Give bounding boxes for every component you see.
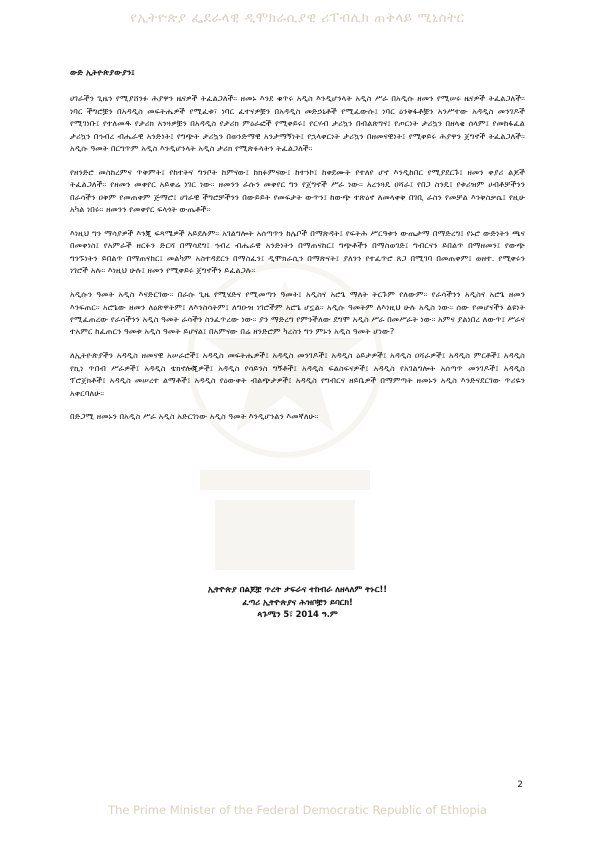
footer-text: The Prime Minister of the Federal Democratic Republic of Ethiopia (108, 803, 487, 817)
paragraph-6: በድጋሚ ዘመኑን በአዲስ ሥራ አዲስ አድርገነው አዲስ ዓመት እንዲሆንልን እመኛለሁ። (70, 411, 319, 422)
paragraph-1: ሀገራችን ጊዜን የሚያሸንፉ ሕያዋን ዜናዎች ትፈልጋለች። ዘመኑ እንደ ቁጥሩ አዲስ እንዲሆንላት አዲስ ሥራ በአዲሱ ዘመን የሚሠሩ ዜናዎች ትፈልጋለች፡፡ ነባር ችግሮቿን በአዳዲስ መፍትሔዎች የሚፈቱ፣ ነባር ፈተናዎቿን በአዳዲስ መድኃኒቶች የሚፈውሱ፤ ነባር ዕንቅፋቶቿን አንሥተው አዳዲስ መንገዶች የሚገነቡ፤ የተለመዱ የታሪክ አንጓዎቿን በአዳዲስ የታሪክ ምዕራፎች የሚቀይሩ፤ የርሃብ ታሪኳን በብልጽግና፤ የጦርነት ታሪኳን በዘላቂ ሰላም፤ የመከፋፈል ታሪኳን በኅብረ ብሔራዊ አንድነት፤ የግጭት ታሪኳን በወንድማዊ አንታማኝነት፤ የኋላቀርነት ታሪኳን በዘመናዊነት፤ የሚቀይሩ ሕያዋን ጀግኖች ትፈልጋለች። አዲሱ ዓመት በርግጥም አዲስ እንዲሆንላት አዲስ ታሪክ የሚጽፉላትን ትፈልጋለች። (70, 93, 525, 154)
page-number: 2 (517, 780, 523, 790)
closing-line-1: ኢትዮጵያ በልጆቿ ጥረት ታፍራና ተከብራ ለዘላለም ትኑር!! (207, 584, 388, 594)
paragraph-5: ለኢትዮጵያችን አዳዲስ ዘመናዊ አሠራሮች፤ አዳዲስ መፍትሔዎች፤ አዳዲስ መንገዶች፤ አዳዲስ ዕይታዎች፤ አዳዲስ ዐሻራዎች፤ አዳዲስ ምርቶች፤ አዳዲስ የኪነ ጥበብ ሥራዎች፤ አዳዲስ ቴክኖሎጂዎች፤ አዳዲስ የሳይንስ ግኝቶች፤ አዳዲስ ፍልስፍናዎች፤ አዳዲስ የአገልግሎት አሰጣጥ መንገዶች፤ አዳዲስ ፕሮጀክቶች፤ አዳዲስ መሠረተ ልማቶች፤ አዳዲስ የዕውቀት ብልጭታዎች፤ አዳዲስ የግብርና ዘይቤዎች በማምጣት ዘመኑን አዲስ እንድናደርገው ጥሪዬን አቀርባለሁ። (70, 350, 525, 398)
salutation: ውድ ኢትዮጵያውያን፤ (70, 67, 135, 77)
letter-date: ጳጉሜን 5፣ 2014 ዓ.ም (257, 609, 338, 619)
letterhead-title: የኢትዮጵያ ፌደራላዊ ዲሞክራሲያዊ ሪፐብሊክ ጠቅላይ ሚኒስትር (130, 10, 465, 26)
closing-line-2: ፈጣሪ ኢትዮጵያና ሕዝቦቿን ይባርክ! (242, 596, 353, 607)
closing-block (0, 583, 595, 621)
paragraph-3: እነዚህ ግን ማሳያዎች እንጂ ፍጻሜዎች አይደሉም። አገልግሎት አሰጣጥን ከሌቦች በማጽዳት፤ የፍትሕ ሥርዓቱን ውጤታማ በማድረግ፤ የኑሮ ውድነትን ጫና በመቀነስ፤ የአምራች ዘርፉን ድርሻ በማሳደግ፤ ኅብረ ብሔራዊ አንድነትን በማጠናከር፤ ግጭቶችን በማስወገድ፤ ግብርናን ይበልጥ በማዘመን፤ የውጭ ግንኙነትን ይበልጥ በማጠናከር፤ መልካም አስተዳደርን በማስፈን፤ ዲሞክራሲን በማጽናት፤ ያለንን የተፈጥሮ ጸጋ በሚገባ በመጠቀም፤ ወዘተ. የሚቀሩን ነገሮች አሉ። እነዚህ ሁሉ፤ ዘመን የሚቀይሩ ጀግኖችን ይፈልጋሉ። (70, 228, 525, 276)
letter-body (70, 66, 525, 434)
paragraph-4: አዲሱን ዓመት አዲስ እናድርገው። በራሱ ጊዜ የሚሄድና የሚመጣን ዓመት፤ አዲስና አሮጌ ማለት ትርጉም የለውም። የራሳችንን አዲስና አሮጌ ዘመን እንፍጠር። አሮጌው ዘመን ለዕጽዋትም፤ ለእንስሳትም፤ ለግዑዝ ነገሮችም አሮጌ ሆኗል። አዲሱ ዓመትም ለእነዚህ ሁሉ አዲስ ነው። ሰው የመሆናችን ልዩነት የሚፈጠረው የራሳችንን አዲስ ዓመት ራሳችን ስንፈጥረው ነው። ያን ማድረግ የምንችለው ደግሞ አዲስ ሥራ በመሥራት ነው። አምና ያልነበረ ለውጥ፤ ሥራና ተአምር ከፈጠርን ዓመቱ አዲስ ዓመት ይሆናል፤ በአምናው በሬ ዘንድሮም ካረስን ግን ምኑን አዲስ ዓመት ሆነው? (70, 289, 525, 337)
paragraph-2: የዘንድሮ መስከረምና ጥቅምት፤ የከተትና ግንቦት ከምናው፤ ከክፉምናው፤ ከተንኮ፤ ከቀደሙት የተለየ ሆኖ እንዲከበር የሚያደርጉ፤ ዘመን ቀያሪ ልጆች ትፈልጋለች። የዘመን መቀየር አይቀሬ ነገር ነው። ዘመንን ራሱን መቀየር ግን የጀግኖች ሥራ ነው። አረንጓዴ ዐሻራ፤ የበጋ ስንዴ፤ የቱሪዝም ሀብቶቻችንን በራሳችን ዐቅም የመጠቀም ጅማሮ፤ ሀገራዊ ችግሮቻችንን በውይይት የመፍታት ውጥን፤ ከውጭ ተጽዕኖ ለመላቀቅ በገቢ ራስን የመቻል እንቅስቃሴ፤ የዚሁ አካል ነበሩ። ዘመንን የመቀየር ፍላጎት ውጤቶች። (70, 166, 525, 215)
